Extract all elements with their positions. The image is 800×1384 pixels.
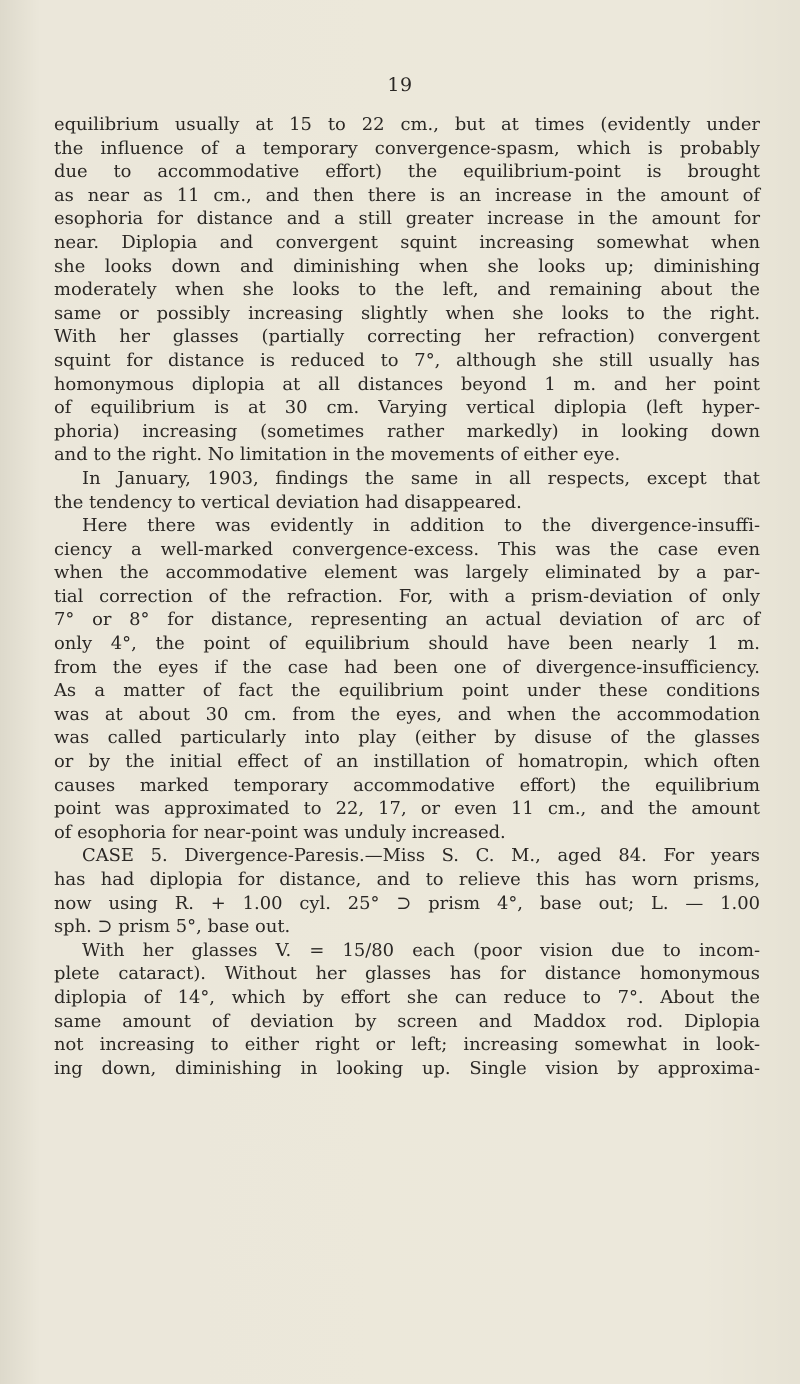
text-line: only 4°, the point of equilibrium should have been nearly 1 m. — [54, 633, 760, 655]
text-line: from the eyes if the case had been one of divergence-insufficiency. — [54, 656, 760, 678]
body-text — [54, 113, 760, 1080]
text-line: same amount of deviation by screen and Maddox rod. Diplopia — [54, 1010, 760, 1032]
text-line: near. Diplopia and convergent squint increasing somewhat when — [54, 231, 760, 253]
text-line: the tendency to vertical deviation had disappeared. — [54, 491, 522, 513]
text-line: With her glasses V. = 15/80 each (poor vision due to incom- — [82, 939, 760, 961]
text-line: plete cataract). Without her glasses has for distance homonymous — [54, 963, 760, 985]
text-line: causes marked temporary accommodative effort) the equilibrium — [54, 774, 760, 796]
text-line: she looks down and diminishing when she looks up; diminishing — [54, 255, 760, 277]
text-line: CASE 5. Divergence-Paresis.—Miss S. C. M., aged 84. For years — [82, 845, 760, 867]
text-line: has had diplopia for distance, and to relieve this has worn prisms, — [54, 869, 760, 890]
text-line: With her glasses (partially correcting her refraction) convergent — [54, 326, 760, 348]
text-line: point was approximated to 22, 17, or even 11 cm., and the amount — [54, 798, 760, 820]
text-line: now using R. + 1.00 cyl. 25° ⊃ prism 4°, base out; L. — 1.00 — [54, 892, 760, 914]
text-line: equilibrium usually at 15 to 22 cm., but at times (evidently under — [54, 114, 760, 135]
text-line: 7° or 8° for distance, representing an actual deviation of arc of — [54, 609, 760, 631]
text-line: phoria) increasing (sometimes rather markedly) in looking down — [54, 420, 760, 442]
text-line: moderately when she looks to the left, and remaining about the — [54, 279, 760, 301]
page-number: 19 — [387, 74, 413, 96]
text-line: same or possibly increasing slightly when she looks to the right. — [54, 302, 760, 324]
text-line: sph. ⊃ prism 5°, base out. — [54, 916, 291, 938]
text-line: As a matter of fact the equilibrium point under these conditions — [54, 680, 760, 702]
text-line: not increasing to either right or left; increasing somewhat in look- — [54, 1034, 760, 1056]
text-line: In January, 1903, findings the same in all respects, except that — [82, 467, 760, 489]
text-line: tial correction of the refraction. For, with a prism-deviation of only — [54, 585, 760, 607]
text-line: due to accommodative effort) the equilibrium-point is brought — [54, 161, 760, 183]
text-line: the influence of a temporary convergence-spasm, which is probably — [54, 137, 760, 159]
text-line: as near as 11 cm., and then there is an increase in the amount of — [54, 184, 760, 206]
text-line: ciency a well-marked convergence-excess. This was the case even — [54, 538, 760, 560]
text-line: diplopia of 14°, which by effort she can reduce to 7°. About the — [54, 986, 760, 1008]
text-line: ing down, diminishing in looking up. Single vision by approxima- — [54, 1057, 760, 1079]
text-line: and to the right. No limitation in the movements of either eye. — [54, 444, 621, 466]
text-line: when the accommodative element was largely eliminated by a par- — [54, 562, 760, 584]
text-line: or by the initial effect of an instillation of homatropin, which often — [54, 751, 760, 773]
text-line: was called particularly into play (either by disuse of the glasses — [54, 727, 760, 749]
text-line: was at about 30 cm. from the eyes, and when the accommodation — [54, 703, 760, 725]
text-line: Here there was evidently in addition to the divergence-insuffi- — [82, 515, 760, 537]
text-line: of equilibrium is at 30 cm. Varying vertical diplopia (left hyper- — [54, 397, 760, 419]
text-line: homonymous diplopia at all distances beyond 1 m. and her point — [54, 373, 760, 395]
text-line: of esophoria for near-point was unduly increased. — [54, 821, 506, 843]
text-line: esophoria for distance and a still greater increase in the amount for — [54, 208, 760, 230]
text-line: squint for distance is reduced to 7°, although she still usually has — [54, 349, 760, 371]
